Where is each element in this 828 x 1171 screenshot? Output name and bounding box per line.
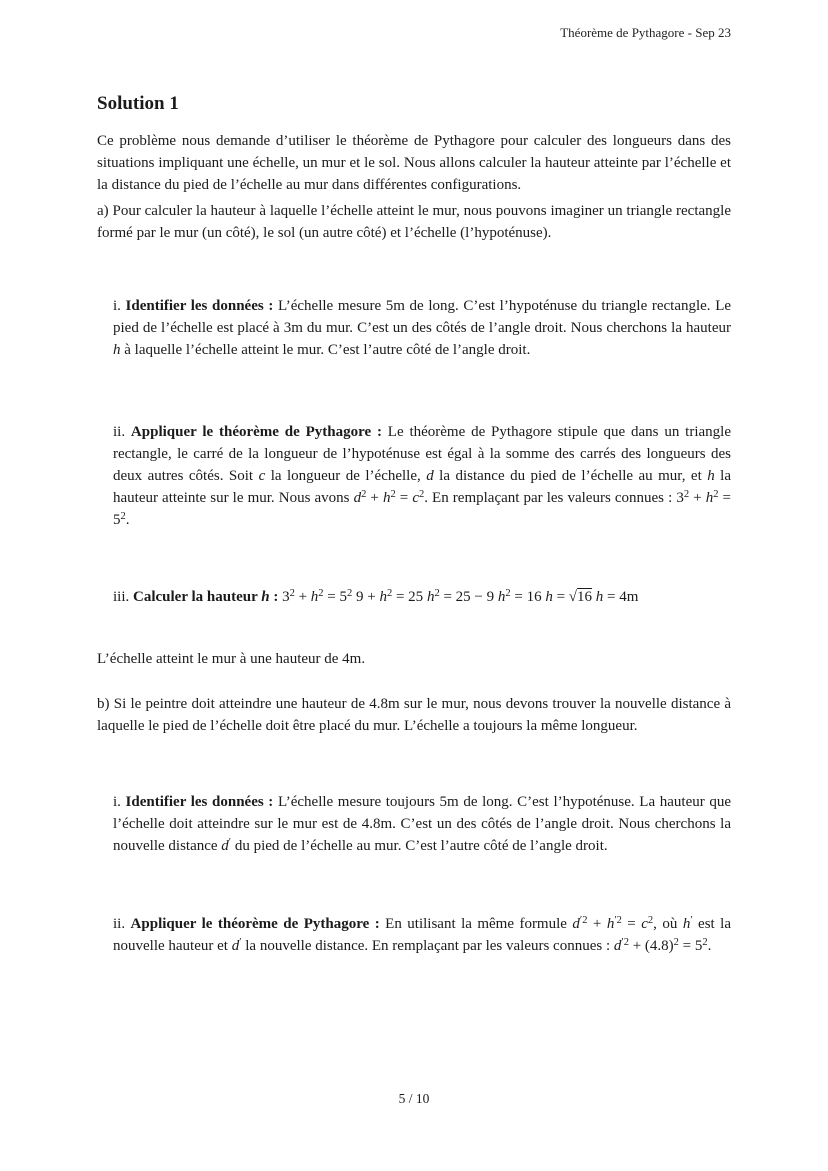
text-run: h: [426, 589, 435, 605]
solution-step-a-ii: [113, 421, 731, 531]
text-run: = 5: [113, 490, 732, 528]
text-run: h: [261, 589, 270, 605]
text-run: ′2: [614, 915, 622, 926]
text-run: Calculer la hauteur: [133, 589, 262, 605]
text-run: i.: [113, 298, 126, 314]
text-run: = 5: [323, 589, 347, 605]
text-run: 2: [120, 511, 126, 522]
text-run: =: [395, 490, 413, 506]
text-run: h: [595, 589, 604, 605]
text-run: d: [231, 938, 240, 954]
text-run: L’échelle mesure toujours 5m de long. C’est l’hypoténuse. La hauteur que l’échelle doit atteindre sur le mur est de 4.8m. C’est un des côtés de l’angle droit. Nous cherchons la nouvelle distance: [113, 794, 732, 854]
page-footer: 5 / 10: [398, 1091, 430, 1106]
text-run: c: [641, 916, 648, 932]
solution-step-a-i: [113, 295, 731, 361]
page-content: [97, 0, 731, 1171]
text-run: h: [606, 916, 615, 932]
text-run: ′: [228, 837, 232, 848]
text-run: 2: [683, 489, 690, 500]
text-run: Appliquer le théorème de Pythagore :: [130, 424, 388, 440]
text-run: + (4.8): [628, 938, 674, 954]
intro-paragraph: Ce problème nous demande d’utiliser le théorème de Pythagore pour calculer des longueurs dans des situations impliquant une échelle, un mur et le sol. Nous allons calculer la hauteur atteinte par l’échelle et la distance du pied de l’échelle au mur dans différentes configurations.: [97, 133, 731, 193]
paragraph-part-b: b) Si le peintre doit atteindre une hauteur de 4.8m sur le mur, nous devons trouver la nouvelle distance à laquelle le pied de l’échelle doit être placé du mur. L’échelle a toujours la même longueur.: [97, 696, 731, 734]
text-run: 2: [702, 937, 708, 948]
text-run: c: [258, 468, 266, 484]
text-run: d: [426, 468, 434, 484]
text-run: ii.: [113, 424, 131, 440]
text-run: ′: [239, 937, 242, 948]
text-run: .: [125, 512, 130, 528]
text-run: En utilisant la même formule: [385, 916, 573, 932]
text-run: Le théorème de Pythagore stipule que dans un triangle rectangle, le carré de la longueur de l’hypoténuse est égal à la somme des carrés des longueurs des deux autres côtés. Soit: [113, 424, 731, 484]
paragraph-part-a: a) Pour calculer la hauteur à laquelle l’échelle atteint le mur, nous pouvons imaginer un triangle rectangle formé par le mur (un côté), le sol (un autre côté) et l’échelle (l’hypoténuse).: [97, 203, 731, 241]
text-run: h: [379, 589, 387, 605]
text-run: ′2: [621, 937, 629, 948]
text-run: +: [366, 490, 383, 506]
text-run: Identifier les données :: [125, 794, 278, 810]
text-run: 2: [505, 588, 511, 599]
text-run: =: [552, 589, 569, 605]
text-run: h: [682, 916, 691, 932]
text-run: la hauteur atteinte sur le mur. Nous avons: [113, 468, 731, 506]
text-run: .: [707, 938, 712, 954]
text-run: 16: [577, 589, 593, 605]
text-run: +: [587, 916, 607, 932]
text-run: 2: [289, 588, 295, 599]
text-run: 2: [434, 588, 440, 599]
text-run: +: [689, 490, 706, 506]
text-run: 2: [361, 489, 367, 500]
text-run: = 16: [510, 589, 546, 605]
text-run: 2: [673, 937, 679, 948]
text-run: ii.: [113, 916, 131, 932]
text-run: 2: [386, 588, 393, 599]
text-run: = 25 − 9: [439, 589, 498, 605]
text-run: h: [707, 468, 715, 484]
text-run: = 25: [392, 589, 427, 605]
text-run: 2: [318, 588, 324, 599]
text-run: iii.: [113, 589, 134, 605]
text-run: Appliquer le théorème de Pythagore :: [130, 916, 386, 932]
text-run: h: [382, 490, 391, 506]
text-run: c: [412, 490, 419, 506]
solution-step-b-i: [113, 791, 731, 857]
text-run: h: [310, 589, 319, 605]
page-header: Théorème de Pythagore - Sep 23: [560, 25, 731, 40]
text-run: ′: [690, 915, 693, 926]
text-run: la longueur de l’échelle,: [265, 468, 427, 484]
solution-step-b-ii: [113, 913, 731, 957]
text-run: 3: [282, 589, 290, 605]
text-run: = 4m: [603, 589, 639, 605]
text-run: 9 +: [352, 589, 380, 605]
text-run: , où: [653, 916, 683, 932]
text-run: 2: [390, 489, 396, 500]
text-run: L’échelle mesure 5m de long. C’est l’hypoténuse du triangle rectangle. Le pied de l’échelle est placé à 3m du mur. C’est un des côtés de l’angle droit. Nous cherchons la hauteur: [113, 298, 732, 336]
text-run: =: [621, 916, 642, 932]
text-run: h: [497, 589, 506, 605]
text-run: h: [113, 342, 121, 358]
text-run: :: [269, 589, 283, 605]
text-run: √: [568, 589, 578, 605]
solution-step-a-iii: [113, 586, 731, 608]
text-run: . En remplaçant par les valeurs connues : 3: [424, 490, 684, 506]
text-run: d: [353, 490, 362, 506]
result-paragraph-a: L’échelle atteint le mur à une hauteur de 4m.: [97, 651, 366, 667]
text-run: la nouvelle distance. En remplaçant par les valeurs connues :: [241, 938, 614, 954]
document-title: Solution 1: [97, 93, 179, 114]
text-run: h: [545, 589, 553, 605]
text-run: = 5: [678, 938, 703, 954]
text-run: Identifier les données :: [125, 298, 278, 314]
text-run: à laquelle l’échelle atteint le mur. C’est l’autre côté de l’angle droit.: [120, 342, 531, 358]
text-run: i.: [113, 794, 126, 810]
text-run: d: [572, 916, 580, 932]
text-run: d: [221, 838, 229, 854]
text-run: +: [294, 589, 311, 605]
text-run: 2: [347, 588, 353, 599]
text-run: du pied de l’échelle au mur. C’est l’autre côté de l’angle droit.: [231, 838, 608, 854]
text-run: 2: [647, 915, 654, 926]
text-run: h: [705, 490, 714, 506]
text-run: ′2: [579, 915, 588, 926]
text-run: 2: [418, 489, 425, 500]
text-run: d: [613, 938, 622, 954]
text-run: 2: [713, 489, 719, 500]
text-run: est la nouvelle hauteur et: [113, 916, 731, 954]
text-run: la distance du pied de l’échelle au mur, et: [433, 468, 708, 484]
